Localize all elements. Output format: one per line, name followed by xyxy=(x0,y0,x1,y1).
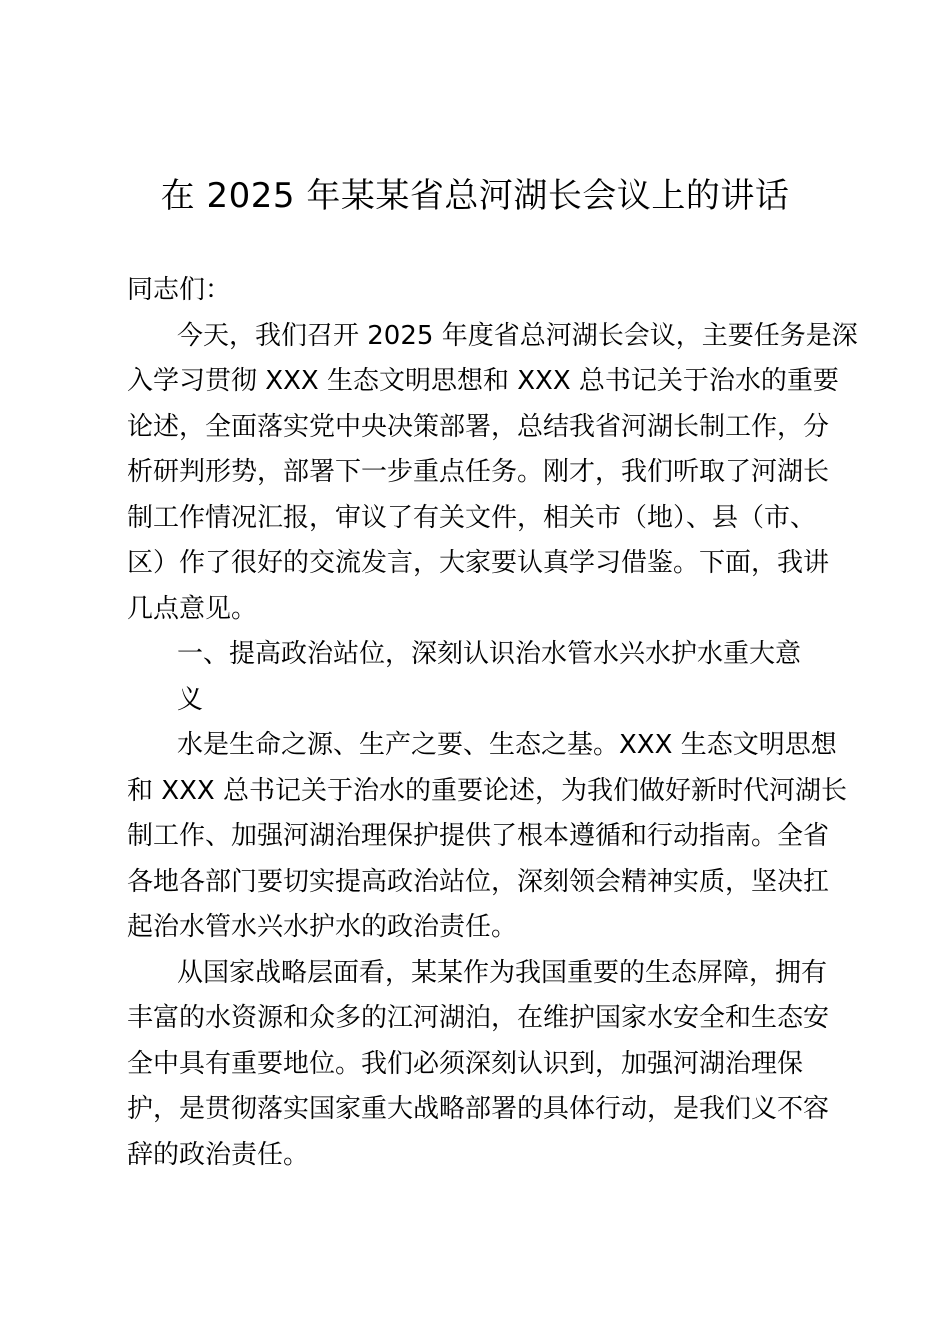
paragraph-line: 入学习贯彻 XXX 生态文明思想和 XXX 总书记关于治水的重要 xyxy=(127,366,839,396)
salutation: 同志们： xyxy=(127,275,232,305)
paragraph-line: 丰富的水资源和众多的江河湖泊，在维护国家水安全和生态安 xyxy=(127,1003,830,1033)
paragraph-line: 几点意见。 xyxy=(127,593,258,624)
paragraph-line: 辞的政治责任。 xyxy=(127,1139,310,1170)
section-heading-continued: 义 xyxy=(177,684,204,715)
paragraph-line: 水是生命之源、生产之要、生态之基。XXX 生态文明思想 xyxy=(177,730,837,760)
paragraph-line: 制工作、加强河湖治理保护提供了根本遵循和行动指南。全省 xyxy=(127,821,830,851)
paragraph-line: 各地各部门要切实提高政治站位，深刻领会精神实质，坚决扛 xyxy=(127,866,830,897)
paragraph-line: 护，是贯彻落实国家重大战略部署的具体行动，是我们义不容 xyxy=(127,1094,830,1124)
paragraph-line: 从国家战略层面看，某某作为我国重要的生态屏障，拥有 xyxy=(177,957,828,988)
paragraph-line: 全中具有重要地位。我们必须深刻认识到，加强河湖治理保 xyxy=(127,1048,804,1079)
paragraph-line: 区）作了很好的交流发言，大家要认真学习借鉴。下面，我讲 xyxy=(127,548,830,578)
section-heading: 一、提高政治站位，深刻认识治水管水兴水护水重大意 xyxy=(177,639,802,669)
document-title: 在 2025 年某某省总河湖长会议上的讲话 xyxy=(160,176,790,216)
paragraph-line: 论述，全面落实党中央决策部署，总结我省河湖长制工作，分 xyxy=(127,411,830,442)
paragraph-line: 析研判形势，部署下一步重点任务。刚才，我们听取了河湖长 xyxy=(127,457,830,487)
paragraph-line: 制工作情况汇报，审议了有关文件，相关市（地）、县（市、 xyxy=(127,502,817,533)
paragraph-line: 今天，我们召开 2025 年度省总河湖长会议，主要任务是深 xyxy=(177,320,858,351)
paragraph-line: 和 XXX 总书记关于治水的重要论述，为我们做好新时代河湖长 xyxy=(127,775,847,806)
paragraph-line: 起治水管水兴水护水的政治责任。 xyxy=(127,912,518,942)
speech-body xyxy=(127,268,858,1178)
